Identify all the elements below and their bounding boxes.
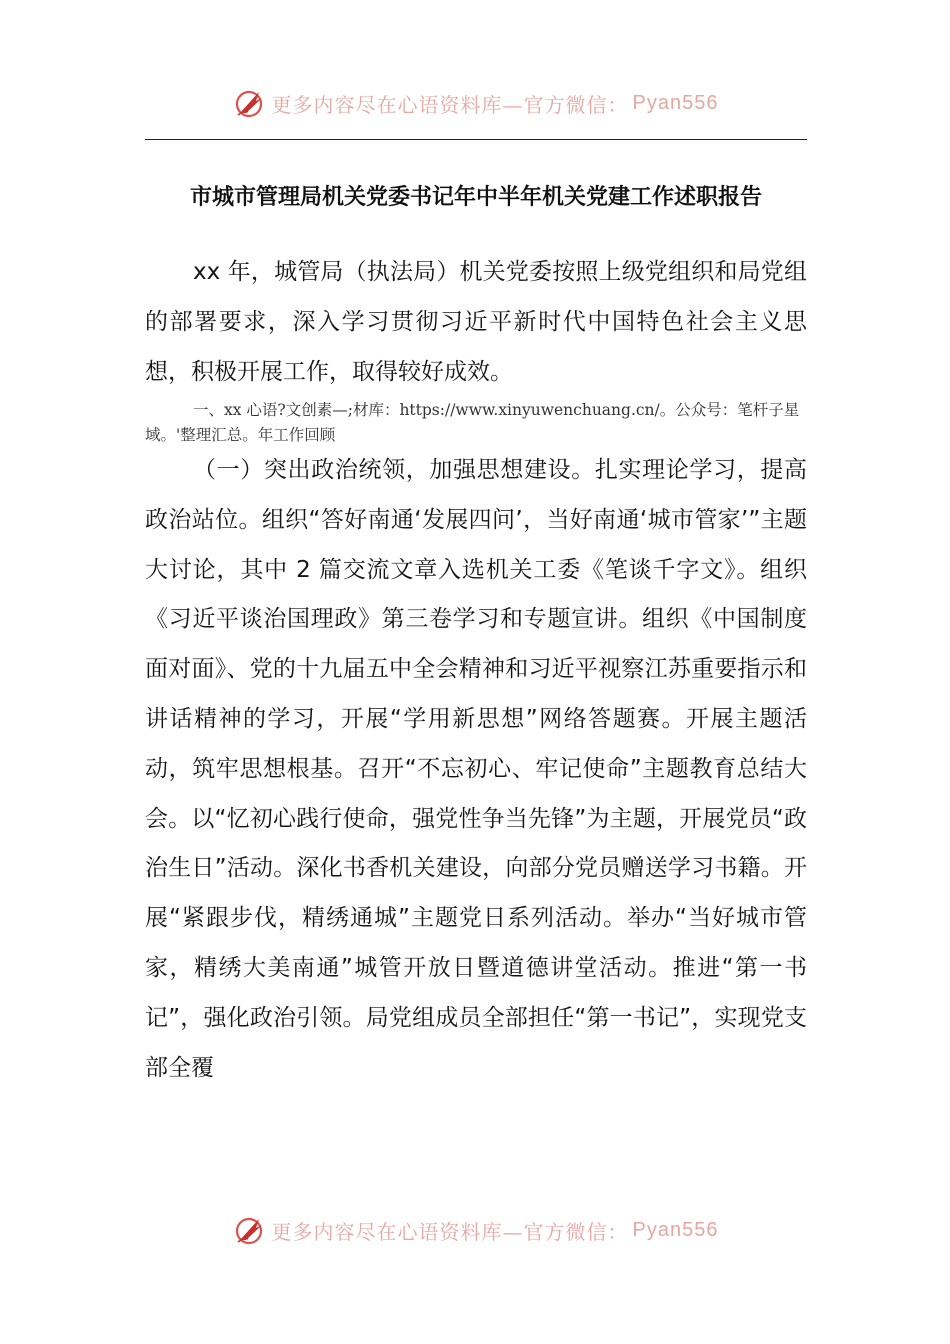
watermark-text: 更多内容尽在心语资料库—官方微信： [271,1219,629,1244]
quill-logo-icon [232,86,266,120]
section-heading-note: 一、xx 心语?文创素—;材库：https://www.xinyuwenchuang.cn/。公众号：笔杆子星域。'整理汇总。年工作回顾 [145,401,800,444]
intro-paragraph: xx 年，城管局（执法局）机关党委按照上级党组织和局党组的部署要求，深入学习贯彻习近平新时代中国特色社会主义思想，积极开展工作，取得较好成效。 [145,259,807,385]
header-rule [145,139,807,140]
quill-logo-icon [232,1213,266,1247]
watermark-wechat-id: Pyan556 [632,91,719,114]
body-paragraph: （一）突出政治统领，加强思想建设。扎实理论学习，提高政治站位。组织“答好南通‘发展四问’，当好南通‘城市管家’”主题大讨论，其中 2 篇交流文章入选机关工委《笔谈千字文》。组织《习近平谈治国理政》第三卷学习和专题宣讲。组织《中国制度面对面》、党的十九届五中全会精神和习近平视察江苏重要指示和讲话精神的学习，开展“学用新思想”网络答题赛。开展主题活动，筑牢思想根基。召开“不忘初心、牢记使命”主题教育总结大会。以“忆初心践行使命，强党性争当先锋”为主题，开展党员“政治生日”活动。深化书香机关建设，向部分党员赠送学习书籍。开展“紧跟步伐，精绣通城”主题党日系列活动。举办“当好城市管家，精绣大美南通”城管开放日暨道德讲堂活动。推进“第一书记”，强化政治引领。局党组成员全部担任“第一书记”，实现党支部全覆 [145,457,807,1081]
watermark-text: 更多内容尽在心语资料库—官方微信： [271,92,629,117]
watermark-wechat-id: Pyan556 [632,1218,719,1241]
watermark-header [0,86,950,120]
document-title: 市城市管理局机关党委书记年中半年机关党建工作述职报告 [189,185,762,210]
watermark-footer [0,1213,950,1247]
